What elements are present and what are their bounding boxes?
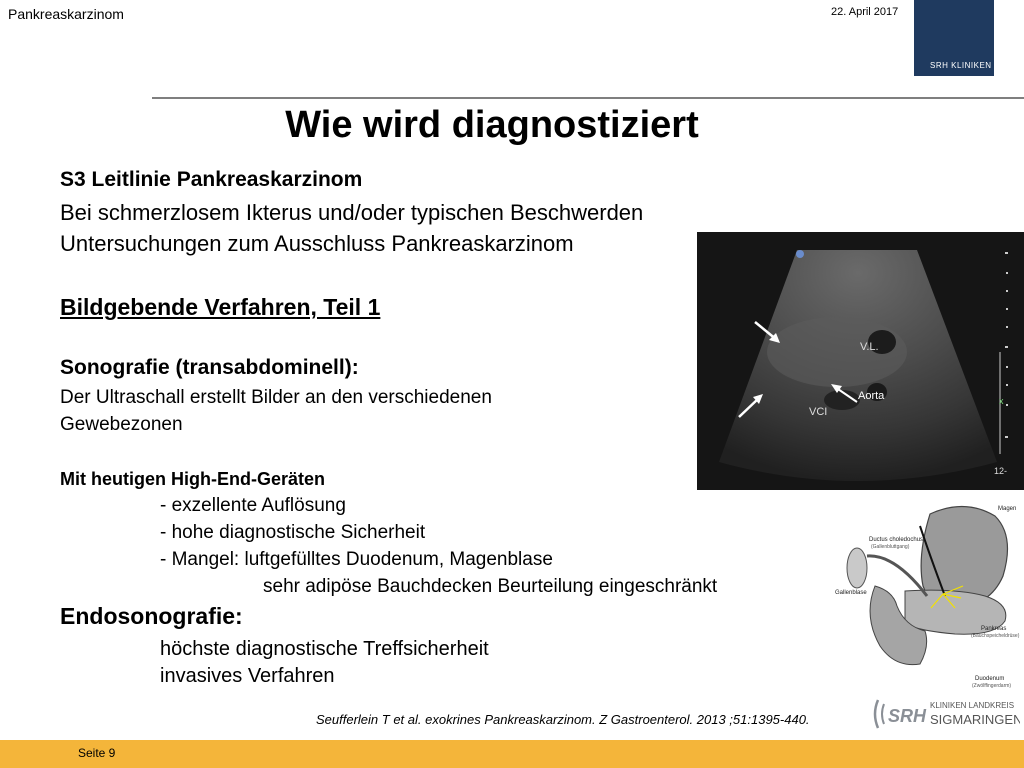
srh-kliniken-logo bbox=[914, 0, 994, 76]
section-title: Bildgebende Verfahren, Teil 1 bbox=[60, 294, 381, 320]
srh-logo-graphic bbox=[870, 694, 1020, 734]
us-depth-label: 12- bbox=[994, 466, 1008, 476]
header-topic: Pankreaskarzinom bbox=[8, 6, 124, 22]
depth-ticks bbox=[1005, 252, 1008, 438]
slide-title: Wie wird diagnostiziert bbox=[285, 104, 699, 146]
highend-item-1: - exzellente Auflösung bbox=[160, 495, 346, 516]
intro-heading: S3 Leitlinie Pankreaskarzinom bbox=[60, 168, 363, 191]
us-label-vci: VCI bbox=[809, 406, 828, 418]
srh-logo-line-1: KLINIKEN LANDKREIS bbox=[930, 701, 1015, 710]
srh-logo-line-2: SIGMARINGEN bbox=[930, 712, 1020, 727]
highend-continuation: sehr adipöse Bauchdecken Beurteilung eingeschränkt bbox=[263, 576, 718, 597]
footer-bar bbox=[0, 740, 1024, 768]
anat-label-pancreas-sub: (Bauchspeicheldrüse) bbox=[971, 633, 1020, 639]
anat-label-duodenum: Duodenum bbox=[975, 676, 1005, 682]
endosonography-line-1: höchste diagnostische Treffsicherheit bbox=[160, 638, 489, 660]
sonography-line-2: Gewebezonen bbox=[60, 414, 183, 435]
anat-label-duct-sub: (Gallenbluttgang) bbox=[871, 544, 910, 550]
header-divider bbox=[152, 97, 1024, 99]
citation: Seufferlein T et al. exokrines Pankreaskarzinom. Z Gastroenterol. 2013 ;51:1395-440. bbox=[316, 712, 810, 727]
us-scale-mark: x bbox=[999, 396, 1004, 406]
endosonography-heading: Endosonografie: bbox=[60, 603, 243, 629]
intro-line-1: Bei schmerzlosem Ikterus und/oder typischen Beschwerden bbox=[60, 200, 644, 225]
highend-item-2: - hohe diagnostische Sicherheit bbox=[160, 522, 426, 543]
highend-heading: Mit heutigen High-End-Geräten bbox=[60, 469, 325, 489]
ultrasound-image bbox=[697, 232, 1024, 490]
us-label-aorta: Aorta bbox=[858, 390, 885, 402]
srh-mark: SRH bbox=[888, 706, 927, 726]
header-date: 22. April 2017 bbox=[831, 6, 899, 18]
highend-item-3: - Mangel: luftgefülltes Duodenum, Magenblase bbox=[160, 549, 553, 570]
sonography-heading: Sonografie (transabdominell): bbox=[60, 356, 359, 379]
intro-line-2: Untersuchungen zum Ausschluss Pankreaskarzinom bbox=[60, 231, 574, 256]
anat-label-magen: Magen bbox=[998, 506, 1017, 512]
anat-label-duct: Ductus choledochus bbox=[869, 537, 924, 543]
us-label-vl: V.L. bbox=[860, 341, 879, 353]
anat-label-gallenblase: Gallenblase bbox=[835, 590, 867, 596]
endosonography-line-2: invasives Verfahren bbox=[160, 665, 335, 687]
anat-label-duodenum-sub: (Zwölffingerdarm) bbox=[972, 683, 1012, 689]
anatomy-graphic bbox=[835, 496, 1024, 694]
sonography-line-1: Der Ultraschall erstellt Bilder an den verschiedenen bbox=[60, 387, 492, 408]
anatomy-illustration bbox=[835, 496, 1024, 694]
anat-label-pancreas: Pankreas bbox=[981, 626, 1007, 632]
logo-text: SRH KLINIKEN bbox=[930, 61, 992, 70]
page-number: Seite 9 bbox=[78, 746, 116, 760]
ultrasound-graphic bbox=[697, 232, 1024, 490]
srh-sigmaringen-logo bbox=[870, 694, 1020, 734]
